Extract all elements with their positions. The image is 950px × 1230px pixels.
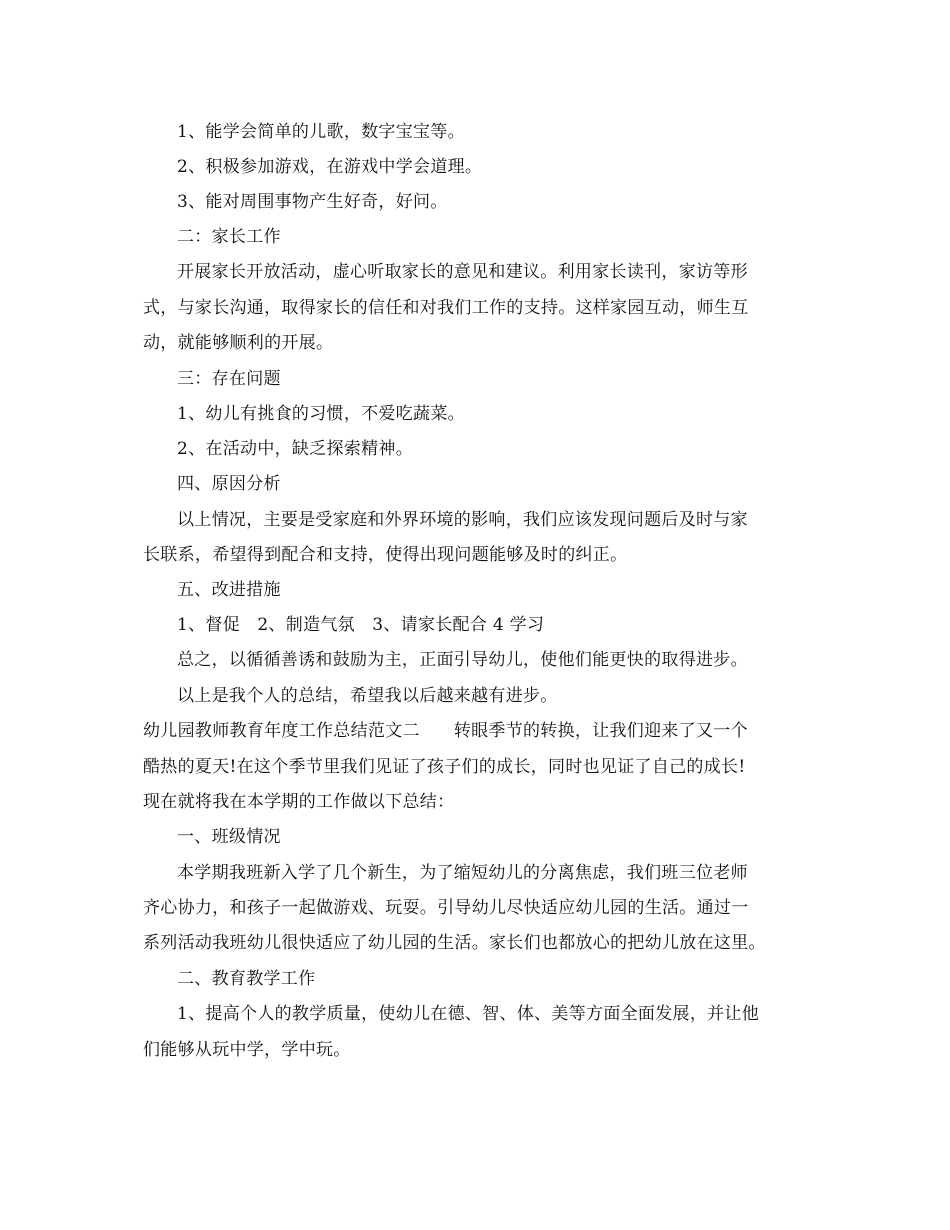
paragraph-line: 开展家长开放活动，虚心听取家长的意见和建议。利用家长读刊，家访等形 <box>177 262 748 282</box>
paragraph-line: 以上是我个人的总结，希望我以后越来越有进步。 <box>177 686 558 706</box>
paragraph-line: 齐心协力，和孩子一起做游戏、玩耍。引导幼儿尽快适应幼儿园的生活。通过一 <box>143 898 749 918</box>
section-heading: 二：家长工作 <box>177 227 281 247</box>
paragraph-line: 系列活动我班幼儿很快适应了幼儿园的生活。家长们也都放心的把幼儿放在这里。 <box>143 933 766 953</box>
list-item: 3、能对周围事物产生好奇，好问。 <box>177 192 448 212</box>
section-heading: 四、原因分析 <box>177 474 281 494</box>
paragraph-line: 本学期我班新入学了几个新生，为了缩短幼儿的分离焦虑，我们班三位老师 <box>177 863 748 883</box>
paragraph-line: 动，就能够顺利的开展。 <box>143 333 334 353</box>
list-item: 2、在活动中，缺乏探索精神。 <box>177 439 414 459</box>
paragraph-line: 酷热的夏天!在这个季节里我们见证了孩子们的成长，同时也见证了自己的成长! <box>143 757 746 777</box>
list-item: 1、督促 2、制造气氛 3、请家长配合 4 学习 <box>177 615 545 635</box>
section-heading: 五、改进措施 <box>177 580 281 600</box>
paragraph-line: 现在就将我在本学期的工作做以下总结： <box>143 792 455 812</box>
list-item: 1、能学会简单的儿歌，数字宝宝等。 <box>177 122 465 142</box>
paragraph-line: 总之，以循循善诱和鼓励为主，正面引导幼儿，使他们能更快的取得进步。 <box>177 650 748 670</box>
article-title: 幼儿园教师教育年度工作总结范文二 <box>143 721 420 741</box>
section-heading: 三：存在问题 <box>177 369 281 389</box>
paragraph-text: 转眼季节的转换，让我们迎来了又一个 <box>453 721 748 741</box>
paragraph-line: 1、提高个人的教学质量，使幼儿在德、智、体、美等方面全面发展，并让他 <box>177 1004 760 1024</box>
section-heading: 二、教育教学工作 <box>177 969 316 989</box>
section-heading: 一、班级情况 <box>177 827 281 847</box>
list-item: 2、积极参加游戏，在游戏中学会道理。 <box>177 157 483 177</box>
list-item: 1、幼儿有挑食的习惯，不爱吃蔬菜。 <box>177 404 465 424</box>
title-line <box>143 719 813 743</box>
paragraph-line: 以上情况，主要是受家庭和外界环境的影响，我们应该发现问题后及时与家 <box>177 510 748 530</box>
paragraph-line: 式，与家长沟通，取得家长的信任和对我们工作的支持。这样家园互动，师生互 <box>143 298 749 318</box>
paragraph-line: 们能够从玩中学，学中玩。 <box>143 1040 351 1060</box>
paragraph-line: 长联系，希望得到配合和支持，使得出现问题能够及时的纠正。 <box>143 545 628 565</box>
